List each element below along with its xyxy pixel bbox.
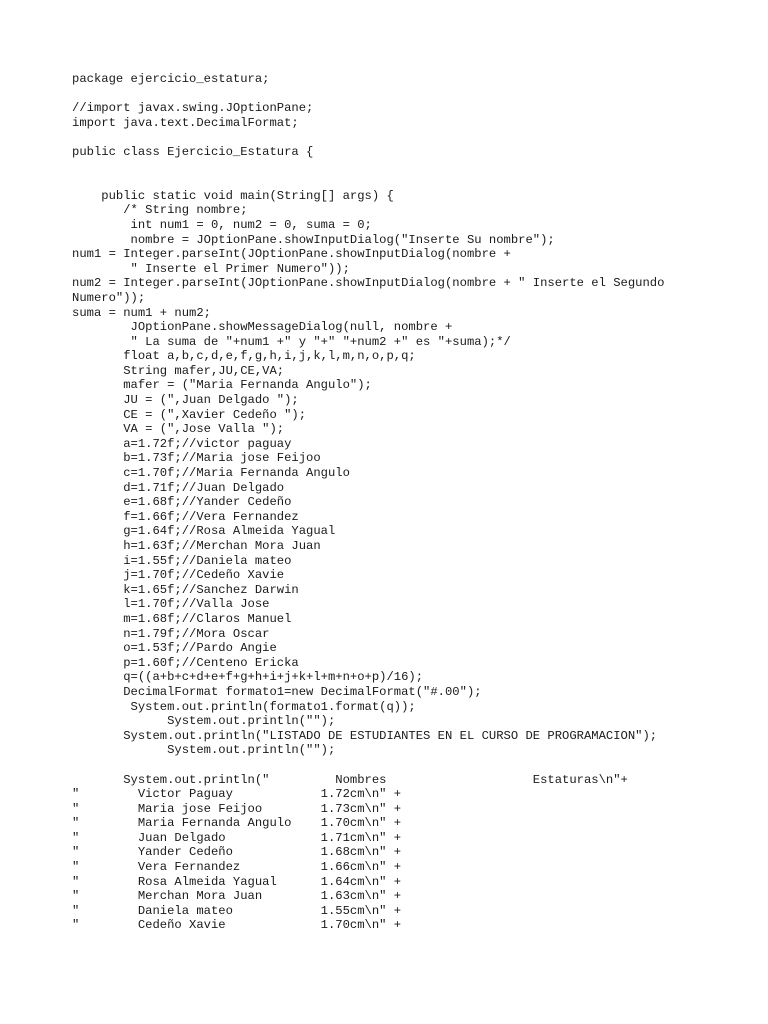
code-line: n=1.79f;//Mora Oscar [72, 626, 270, 641]
code-line [72, 130, 664, 145]
code-line: " Maria jose Feijoo 1.73cm\n" + [72, 801, 402, 816]
code-line: l=1.70f;//Valla Jose [72, 597, 270, 612]
code-line [72, 87, 664, 102]
code-line: " Daniela mateo 1.55cm\n" + [72, 903, 402, 918]
code-line [72, 174, 664, 189]
code-line: o=1.53f;//Pardo Angie [72, 641, 277, 656]
code-line: VA = (",Jose Valla "); [72, 422, 285, 437]
code-line: " Merchan Mora Juan 1.63cm\n" + [72, 889, 402, 904]
code-line: " Victor Paguay 1.72cm\n" + [72, 787, 402, 802]
code-line: g=1.64f;//Rosa Almeida Yagual [72, 524, 336, 539]
code-line: q=((a+b+c+d+e+f+g+h+i+j+k+l+m+n+o+p)/16); [72, 670, 424, 685]
code-line: mafer = ("Maria Fernanda Angulo"); [72, 378, 372, 393]
code-line: " Juan Delgado 1.71cm\n" + [72, 830, 402, 845]
code-line: h=1.63f;//Merchan Mora Juan [72, 539, 321, 553]
code-line: CE = (",Xavier Cedeño "); [72, 407, 307, 422]
code-line: Numero")); [72, 290, 146, 305]
code-line: JOptionPane.showMessageDialog(null, nombre + [72, 320, 453, 335]
code-line: " Rosa Almeida Yagual 1.64cm\n" + [72, 874, 402, 889]
java-source-code [72, 72, 664, 933]
code-line: p=1.60f;//Centeno Ericka [72, 655, 299, 670]
code-line: " Inserte el Primer Numero")); [72, 261, 350, 276]
code-line: j=1.70f;//Cedeño Xavie [72, 568, 285, 583]
code-line: //import javax.swing.JOptionPane; [72, 101, 314, 116]
code-line: " La suma de "+num1 +" y "+" "+num2 +" es "+suma);*/ [72, 334, 511, 349]
code-line: a=1.72f;//victor paguay [72, 436, 292, 451]
code-line: i=1.55f;//Daniela mateo [72, 553, 292, 568]
code-line: c=1.70f;//Maria Fernanda Angulo [72, 466, 350, 481]
code-line: " Cedeño Xavie 1.70cm\n" + [72, 918, 402, 933]
code-line: m=1.68f;//Claros Manuel [72, 611, 292, 626]
code-line: String mafer,JU,CE,VA; [72, 363, 285, 378]
code-line: public static void main(String[] args) { [72, 188, 394, 203]
code-line: JU = (",Juan Delgado "); [72, 393, 299, 408]
code-line: System.out.println(""); [72, 743, 336, 758]
code-line: package ejercicio_estatura; [72, 72, 270, 86]
code-line: System.out.println("LISTADO DE ESTUDIANTES EN EL CURSO DE PROGRAMACION"); [72, 728, 658, 743]
code-line: suma = num1 + num2; [72, 305, 211, 320]
code-line: import java.text.DecimalFormat; [72, 115, 299, 130]
code-line [72, 758, 664, 773]
code-line: System.out.println(formato1.format(q)); [72, 699, 416, 714]
code-line: System.out.println(""); [72, 714, 336, 729]
code-line: b=1.73f;//Maria jose Feijoo [72, 451, 321, 466]
code-line: float a,b,c,d,e,f,g,h,i,j,k,l,m,n,o,p,q; [72, 349, 416, 364]
code-line: /* String nombre; [72, 203, 248, 218]
code-line: d=1.71f;//Juan Delgado [72, 480, 285, 495]
code-line: System.out.println(" Nombres Estaturas\n"+ [72, 772, 628, 787]
code-line: " Yander Cedeño 1.68cm\n" + [72, 845, 402, 860]
code-line: " Maria Fernanda Angulo 1.70cm\n" + [72, 816, 402, 831]
code-line: " Vera Fernandez 1.66cm\n" + [72, 860, 402, 875]
code-line: k=1.65f;//Sanchez Darwin [72, 582, 299, 597]
code-line: num2 = Integer.parseInt(JOptionPane.showInputDialog(nombre + " Inserte el Segundo [72, 276, 665, 291]
code-line: nombre = JOptionPane.showInputDialog("Inserte Su nombre"); [72, 232, 555, 247]
code-line [72, 160, 664, 175]
code-line: e=1.68f;//Yander Cedeño [72, 495, 292, 510]
code-line: int num1 = 0, num2 = 0, suma = 0; [72, 217, 372, 232]
code-line: DecimalFormat formato1=new DecimalFormat("#.00"); [72, 684, 482, 699]
code-line: f=1.66f;//Vera Fernandez [72, 509, 299, 524]
code-line: public class Ejercicio_Estatura { [72, 144, 314, 159]
code-line: num1 = Integer.parseInt(JOptionPane.showInputDialog(nombre + [72, 247, 511, 262]
